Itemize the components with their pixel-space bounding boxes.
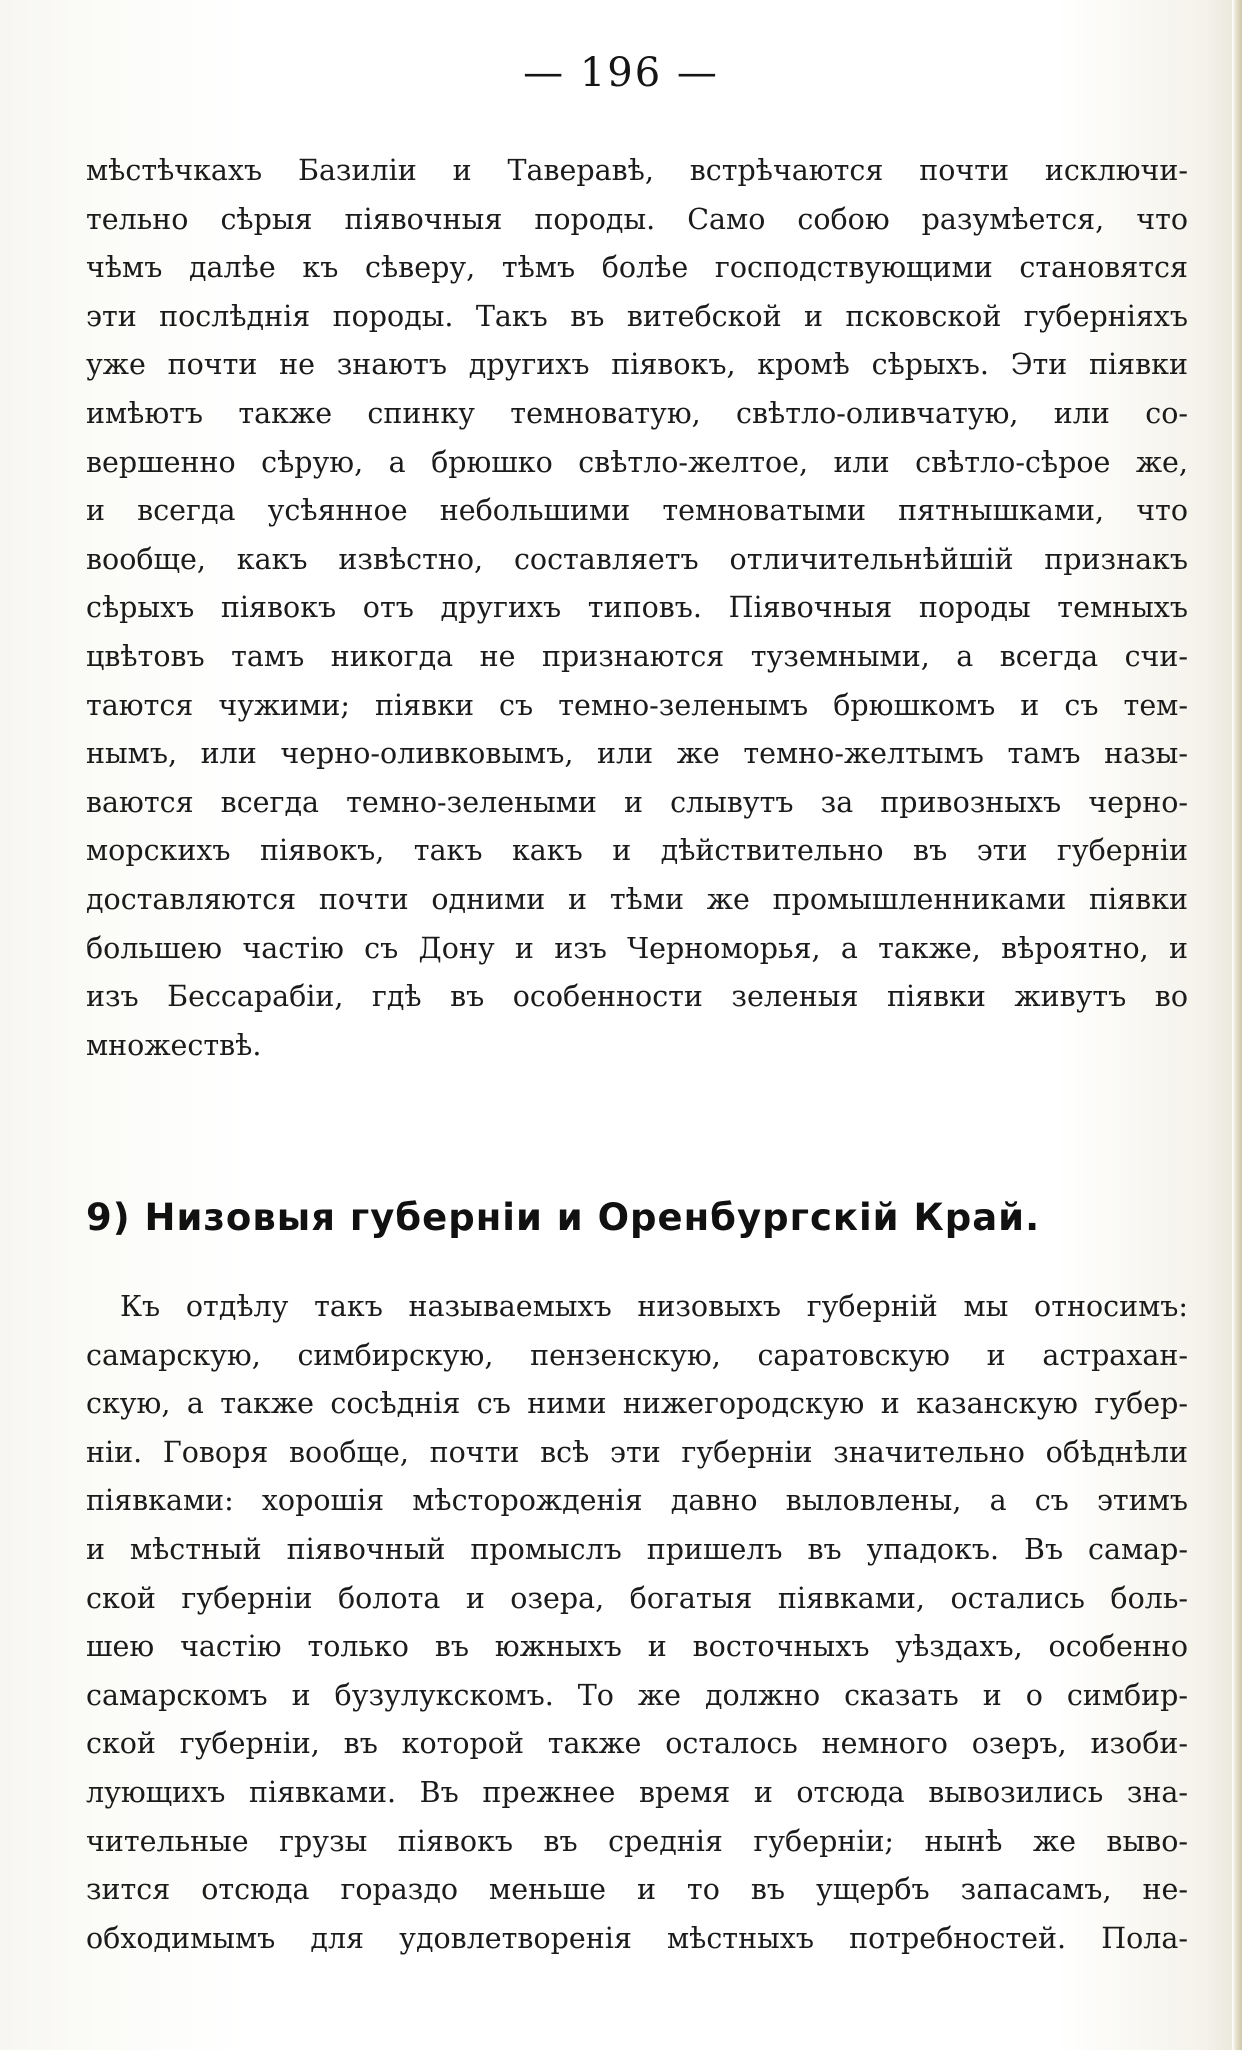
text-line: тельно сѣрыя піявочныя породы. Само собою разумѣется, что: [86, 202, 1188, 236]
text-line: и мѣстный піявочный промыслъ пришелъ въ упадокъ. Въ самар-: [86, 1532, 1188, 1566]
text-line: имѣютъ также спинку темноватую, свѣтло-оливчатую, или со-: [86, 396, 1188, 430]
section-heading: 9) Низовыя губерніи и Оренбургскій Край.: [86, 1196, 1041, 1239]
text-line: уже почти не знаютъ другихъ піявокъ, кромѣ сѣрыхъ. Эти піявки: [86, 348, 1188, 382]
text-line: мѣстѣчкахъ Базиліи и Таверавѣ, встрѣчаются почти исключи-: [86, 154, 1188, 187]
text-line: шею частію только въ южныхъ и восточныхъ уѣздахъ, особенно: [86, 1630, 1188, 1664]
text-line: зится отсюда гораздо меньше и то въ ущербъ запасамъ, не-: [86, 1873, 1188, 1907]
text-line: лующихъ піявками. Въ прежнее время и отсюда вывозились зна-: [86, 1775, 1188, 1809]
text-line: множествѣ.: [86, 1028, 262, 1062]
text-line: Къ отдѣлу такъ называемыхъ низовыхъ губерній мы относимъ:: [120, 1290, 1188, 1323]
text-line: ской губерніи, въ которой также осталось немного озеръ, изоби-: [86, 1727, 1188, 1761]
text-line: самарскомъ и бузулукскомъ. То же должно сказать и о симбир-: [86, 1678, 1188, 1712]
text-line: и всегда усѣянное небольшими темноватыми пятнышками, что: [86, 494, 1188, 528]
text-line: сѣрыхъ піявокъ отъ другихъ типовъ. Піявочныя породы темныхъ: [86, 591, 1188, 625]
text-line: самарскую, симбирскую, пензенскую, саратовскую и астрахан-: [86, 1338, 1188, 1372]
text-line: таются чужими; піявки съ темно-зеленымъ брюшкомъ и съ тем-: [86, 688, 1188, 722]
text-line: скую, а также сосѣднія съ ними нижегородскую и казанскую губер-: [86, 1387, 1188, 1421]
text-line: цвѣтовъ тамъ никогда не признаются туземными, а всегда счи-: [86, 639, 1188, 673]
text-line: ніи. Говоря вообще, почти всѣ эти губерніи значительно обѣднѣли: [86, 1435, 1188, 1469]
text-line: нымъ, или черно-оливковымъ, или же темно-желтымъ тамъ назы-: [86, 737, 1188, 771]
paragraph-1: [86, 147, 1188, 1070]
page-edge: [1232, 0, 1242, 2050]
paragraph-2: [86, 1283, 1188, 1963]
text-line: доставляются почти одними и тѣми же промышленниками піявки: [86, 882, 1188, 916]
text-line: вершенно сѣрую, а брюшко свѣтло-желтое, или свѣтло-сѣрое же,: [86, 445, 1188, 479]
text-line: піявками: хорошія мѣсторожденія давно выловлены, а съ этимъ: [86, 1484, 1188, 1518]
text-line: морскихъ піявокъ, такъ какъ и дѣйствительно въ эти губерніи: [86, 834, 1188, 868]
text-line: чѣмъ далѣе къ сѣверу, тѣмъ болѣе господствующими становятся: [86, 251, 1188, 285]
text-line: изъ Бессарабіи, гдѣ въ особенности зеленыя піявки живутъ во: [86, 980, 1188, 1014]
text-line: вообще, какъ извѣстно, составляетъ отличительнѣйшій признакъ: [86, 542, 1188, 576]
text-line: большею частію съ Дону и изъ Черноморья, а также, вѣроятно, и: [86, 931, 1188, 965]
text-line: обходимымъ для удовлетворенія мѣстныхъ потребностей. Пола-: [86, 1921, 1188, 1955]
text-line: чительные грузы піявокъ въ среднія губерніи; нынѣ же выво-: [86, 1824, 1188, 1858]
text-line: ваются всегда темно-зелеными и слывутъ за привозныхъ черно-: [86, 785, 1188, 819]
page-number: — 196 —: [523, 50, 719, 96]
text-line: эти послѣднія породы. Такъ въ витебской и псковской губерніяхъ: [86, 299, 1188, 333]
text-line: ской губерніи болота и озера, богатыя піявками, остались боль-: [86, 1581, 1188, 1615]
